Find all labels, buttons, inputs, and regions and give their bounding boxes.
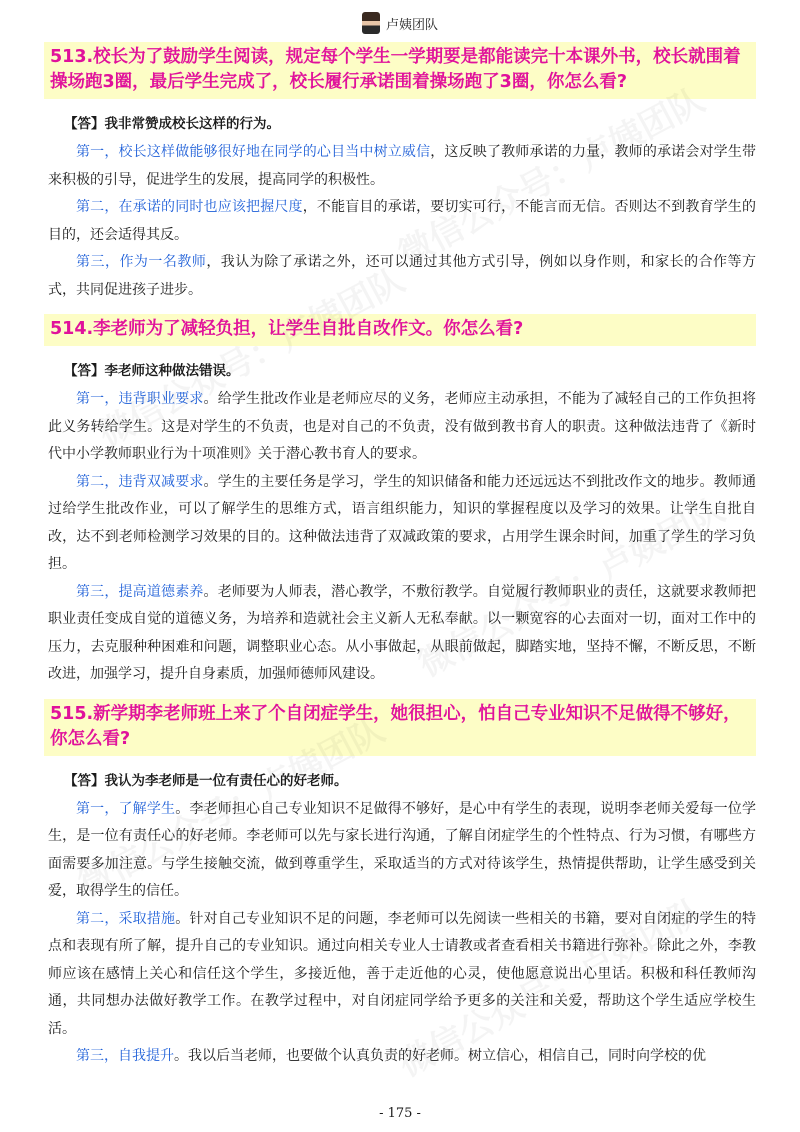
answer-515-point-3 <box>48 1043 756 1071</box>
answer-515-summary: 【答】我认为李老师是一位有责任心的好老师。 <box>64 772 348 789</box>
question-514-title: 514.李老师为了减轻负担，让学生自批自改作文。你怎么看? <box>44 314 756 346</box>
point-text: 。针对自己专业知识不足的问题，李老师可以先阅读一些相关的书籍，要对自闭症的学生的特点和表现有所了解，提升自己的专业知识。通过向相关专业人士请教或者查看相关书籍进行弥补。除此之外，李教师应该在感情上关心和信任这个学生，多接近他，善于走近他的心灵，使他愿意说出心里话。积极和科任教师沟通，共同想办法做好教学工作。在教学过程中，对自闭症同学给予更多的关注和关爱，帮助这个学生适应学校生活。 <box>48 910 757 1037</box>
point-lead: 第二， <box>76 473 119 490</box>
answer-515-point-1 <box>48 796 756 906</box>
question-515-title: 515.新学期李老师班上来了个自闭症学生，她很担心，怕自己专业知识不足做得不够好，你怎么看? <box>44 699 756 756</box>
point-text: ，不能盲目的承诺，要切实可行，不能言而无信。否则达不到教育学生的目的，还会适得其反。 <box>48 199 757 243</box>
page-number: - 175 - <box>379 1106 421 1121</box>
answer-515 <box>0 770 800 1071</box>
point-lead: 第一， <box>76 800 119 817</box>
point-text: 。我以后当老师，也要做个认真负责的好老师。树立信心，相信自己，同时向学校的优 <box>174 1048 706 1064</box>
point-lead: 第二， <box>76 910 119 927</box>
point-lead: 第三， <box>76 254 120 270</box>
answer-513-summary: 【答】我非常赞成校长这样的行为。 <box>64 116 280 132</box>
point-text: 。老师要为人师表，潜心教学，不敷衍教学。自觉履行教师职业的责任，这就要求教师把职业责任变成自觉的道德义务，为培养和造就社会主义新人无私奉献。以一颗宽容的心去面对一切，面对工作中的压力，去克服种种困难和问题，调整职业心态。从小事做起，从眼前做起，脚踏实地，坚持不懈，不断反思，不断改进，加强学习，提升自身素质，加强师德师风建设。 <box>48 583 757 682</box>
point-text: 。给学生批改作业是老师应尽的义务，老师应主动承担，不能为了减轻自己的工作负担将此义务转给学生。这是对学生的不负责，也是对自己的不负责，没有做到教书育人的职责。这种做法违背了《新时代中小学教师职业行为十项准则》关于潜心教书育人的要求。 <box>48 391 757 462</box>
answer-513-point-2 <box>48 194 756 249</box>
point-lead: 第三， <box>76 1048 118 1064</box>
page-header <box>0 0 800 42</box>
point-highlight: 自我提升 <box>118 1048 174 1064</box>
point-lead: 第三， <box>76 583 119 600</box>
point-text: ，我认为除了承诺之外，还可以通过其他方式引导，例如以身作则，和家长的合作等方式，共同促进孩子进步。 <box>48 254 757 298</box>
point-text: 。李老师担心自己专业知识不足做得不够好，是心中有学生的表现，说明李老师关爱每一位学生，是一位有责任心的好老师。李老师可以先与家长进行沟通，了解自闭症学生的个性特点、行为习惯，有哪些方面需要多加注意。与学生接触交流，做到尊重学生，采取适当的方式对待该学生，热情提供帮助，让学生感受到关爱，取得学生的信任。 <box>48 800 757 899</box>
answer-514-point-1 <box>48 386 756 469</box>
point-highlight: 违背双减要求 <box>118 473 204 490</box>
point-highlight: 违背职业要求 <box>118 391 204 407</box>
point-highlight: 提高道德素养 <box>118 583 204 600</box>
point-lead: 第一， <box>76 391 119 407</box>
point-highlight: 在承诺的同时也应该把握尺度 <box>118 199 303 215</box>
answer-513-point-3 <box>48 249 756 304</box>
point-lead: 第二， <box>76 199 119 215</box>
answer-513-point-1 <box>48 139 756 194</box>
answer-514-point-2 <box>48 469 756 579</box>
point-highlight: 采取措施 <box>118 910 176 927</box>
answer-514-summary: 【答】李老师这种做法错误。 <box>64 363 240 379</box>
point-highlight: 校长这样做能够很好地在同学的心目当中树立威信 <box>118 144 431 160</box>
brand-name: 卢姨团队 <box>385 17 438 33</box>
point-text: ，这反映了教师承诺的力量，教师的承诺会对学生带来积极的引导，促进学生的发展，提高同学的积极性。 <box>48 144 757 188</box>
answer-515-point-2 <box>48 906 756 1044</box>
question-513-title: 513.校长为了鼓励学生阅读，规定每个学生一学期要是都能读完十本课外书，校长就围着操场跑3圈，最后学生完成了，校长履行承诺围着操场跑了3圈，你怎么看? <box>44 42 756 99</box>
point-text: 。学生的主要任务是学习，学生的知识储备和能力还远远达不到批改作文的地步。教师通过给学生批改作业，可以了解学生的思维方式，语言组织能力，知识的掌握程度以及学习的效果。让学生自批自改，达不到老师检测学习效果的目的。这种做法违背了双减政策的要求，占用学生课余时间，加重了学生的学习负担。 <box>48 473 757 572</box>
point-lead: 第一， <box>76 144 119 160</box>
answer-514 <box>0 360 800 689</box>
answer-513 <box>0 113 800 304</box>
point-highlight: 了解学生 <box>118 800 176 817</box>
point-highlight: 作为一名教师 <box>119 254 207 270</box>
avatar <box>362 12 380 34</box>
answer-514-point-3 <box>48 579 756 689</box>
